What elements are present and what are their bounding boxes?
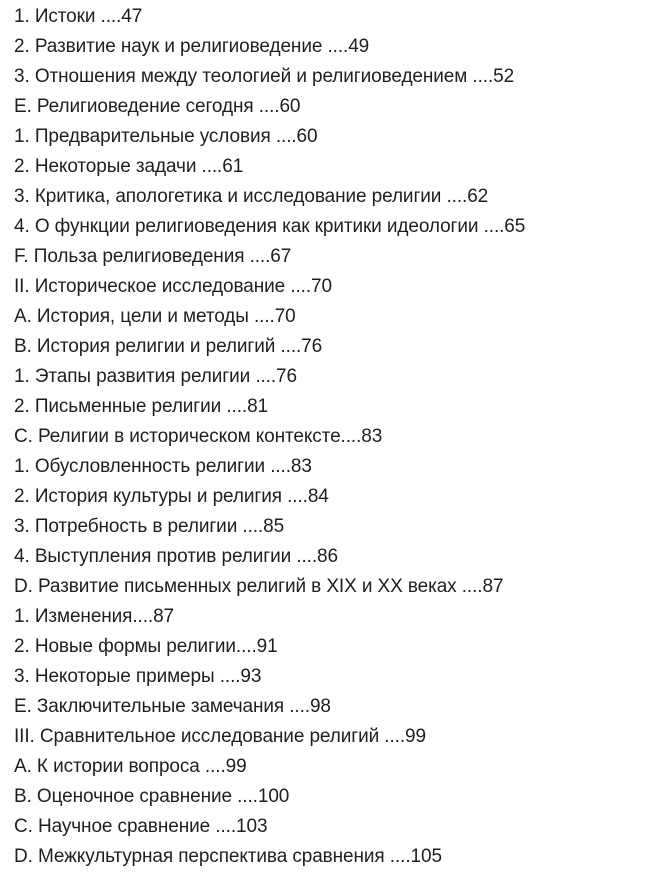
toc-entry: 2. Новые формы религии....91 [14, 636, 278, 657]
toc-entry: 3. Критика, апологетика и исследование религии ....62 [14, 186, 489, 207]
toc-entry: A. К истории вопроса ....99 [14, 756, 247, 777]
toc-entry: E. Религиоведение сегодня ....60 [14, 96, 301, 117]
toc-entry: 1. Предварительные условия ....60 [14, 126, 318, 147]
toc-entry: F. Польза религиоведения ....67 [14, 246, 292, 267]
toc-entry: 3. Отношения между теологией и религиоведением ....52 [14, 66, 515, 87]
table-of-contents [14, 2, 664, 872]
toc-entry: C. Религии в историческом контексте....83 [14, 426, 383, 447]
toc-entry: A. История, цели и методы ....70 [14, 306, 296, 327]
toc-entry: 4. О функции религиоведения как критики идеологии ....65 [14, 216, 526, 237]
toc-entry: E. Заключительные замечания ....98 [14, 696, 331, 717]
toc-entry: 1. Этапы развития религии ....76 [14, 366, 297, 387]
toc-entry: 2. Некоторые задачи ....61 [14, 156, 244, 177]
toc-entry: C. Научное сравнение ....103 [14, 816, 268, 837]
toc-entry: 2. Развитие наук и религиоведение ....49 [14, 36, 370, 57]
toc-entry: B. Оценочное сравнение ....100 [14, 786, 290, 807]
toc-entry: 2. История культуры и религия ....84 [14, 486, 329, 507]
toc-entry: II. Историческое исследование ....70 [14, 276, 332, 297]
toc-entry: 3. Потребность в религии ....85 [14, 516, 285, 537]
toc-entry: 1. Обусловленность религии ....83 [14, 456, 312, 477]
toc-entry: 3. Некоторые примеры ....93 [14, 666, 262, 687]
toc-entry: B. История религии и религий ....76 [14, 336, 323, 357]
toc-entry: 4. Выступления против религии ....86 [14, 546, 338, 567]
toc-entry: D. Межкультурная перспектива сравнения ....105 [14, 846, 442, 867]
toc-entry: III. Сравнительное исследование религий ....99 [14, 726, 426, 747]
toc-entry: D. Развитие письменных религий в XIX и XX веках ....87 [14, 576, 504, 597]
toc-entry: 1. Истоки ....47 [14, 6, 143, 27]
toc-entry: 2. Письменные религии ....81 [14, 396, 268, 417]
toc-entry: 1. Изменения....87 [14, 606, 175, 627]
